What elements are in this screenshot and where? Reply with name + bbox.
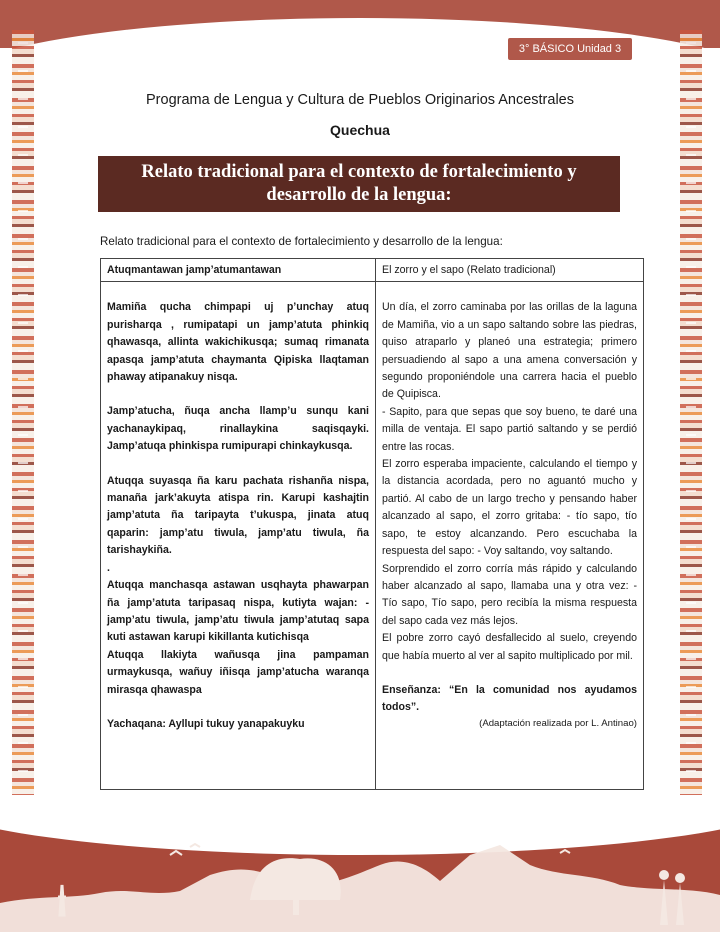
quechua-moral: Yachaqana: Ayllupi tukuy yanapakuyku	[107, 717, 305, 730]
unit-tab: 3° BÁSICO Unidad 3	[508, 38, 632, 60]
spanish-paragraph: Sorprendido el zorro corría más rápido y calculando haber alcanzado al sapo, llamaba una y otra vez: - Tío sapo, Tío sapo, pero recibía la misma respuesta del sapo cada vez más lejos.	[382, 562, 637, 627]
language-title: Quechua	[330, 122, 390, 138]
spanish-column	[376, 259, 643, 789]
banner-title-line1: Relato tradicional para el contexto de fortalecimiento y	[141, 162, 577, 182]
quechua-paragraph: Atuqqa llakiyta wañusqa jina pampaman urmaykusqa, wañuy iñisqa jamp’atucha waranqa mirasqa qhawaspa	[107, 648, 369, 696]
story-banner	[98, 156, 620, 212]
left-ornamental-border	[12, 30, 34, 830]
quechua-paragraph: Atuqqa manchasqa astawan usqhayta phawarpan ña jamp’atuta taripasaq nispa, kutiyta wajan: - jamp’atu tiwula, jamp’atu tiwula jamp’atutaq sapa kuti astawan karupi kikillanta kutichisqa	[107, 579, 369, 644]
program-title: Programa de Lengua y Cultura de Pueblos Originarios Ancestrales	[146, 92, 574, 108]
banner-title-line2: desarrollo de la lengua:	[266, 185, 452, 205]
footer-illustration	[0, 825, 720, 932]
quechua-column	[101, 259, 376, 789]
quechua-paragraph: Atuqqa suyasqa ña karu pachata rishanña nispa, manaña jark’akuyta atispa rin. Karupi kashajtin jamp’atuta ña taripayta t’ukuspa, jinata atuq qaparin: jamp’atu tiwula, jamp’atu tiwula, ña tarishaykiña.	[107, 474, 369, 557]
spanish-paragraph: - Sapito, para que sepas que soy bueno, te daré una milla de ventaja. El sapo partió saltando y se perdió entre las rocas.	[382, 405, 637, 453]
quechua-paragraph: .	[107, 561, 110, 574]
spanish-title: El zorro y el sapo (Relato tradicional)	[376, 261, 643, 282]
quechua-paragraph: Jamp’atucha, ñuqa ancha llamp’u sunqu kani yachanaykipaq, rinallaykina saqisqayki. Jamp’atuqa phinkispa rumipurapi chinkaykusqa.	[107, 405, 369, 453]
quechua-title: Atuqmantawan jamp’atumantawan	[101, 261, 375, 282]
spanish-paragraph: El zorro esperaba impaciente, calculando el tiempo y la distancia acordada, pero no aguantó mucho y partió. Al cabo de un largo trecho y pensando haber alcanzado al sapo, el zorro gritaba: - tío sapo, tío sapo, te estoy alcanzando. Pero escuchaba la respuesta del sapo: - Voy saltando, voy saltando.	[382, 458, 637, 558]
intro-text: Relato tradicional para el contexto de fortalecimiento y desarrollo de la lengua:	[100, 235, 503, 248]
spanish-paragraph: Un día, el zorro caminaba por las orillas de la laguna de Mamiña, vio a un sapo saltando sobre las piedras, quiso atraparlo y planeó una estrategia; primero persuadiendo al sapo a una amena conversación y segundo proponiéndole una carrera hacia el pueblo de Quipisca.	[382, 301, 637, 401]
story-table	[100, 258, 644, 790]
landscape-silhouette-icon	[0, 825, 720, 932]
spanish-moral: Enseñanza: “En la comunidad nos ayudamos todos”.	[382, 683, 637, 714]
right-ornamental-border	[680, 30, 702, 830]
quechua-paragraph: Mamiña qucha chimpapi uj p’unchay atuq purisharqa , rumipatapi un jamp’atuta phinkiq qhawasqa, allinta wakichikusqa; sumaq rimanata apasqa jamp’atuta chaymanta Qipiska llaqtaman phaway atipanakuy nisqa.	[107, 301, 369, 384]
adaptation-credit: (Adaptación realizada por L. Antinao)	[479, 717, 637, 729]
spanish-paragraph: El pobre zorro cayó desfallecido al suelo, creyendo que había muerto al ver al sapito multiplicado por mil.	[382, 632, 637, 662]
